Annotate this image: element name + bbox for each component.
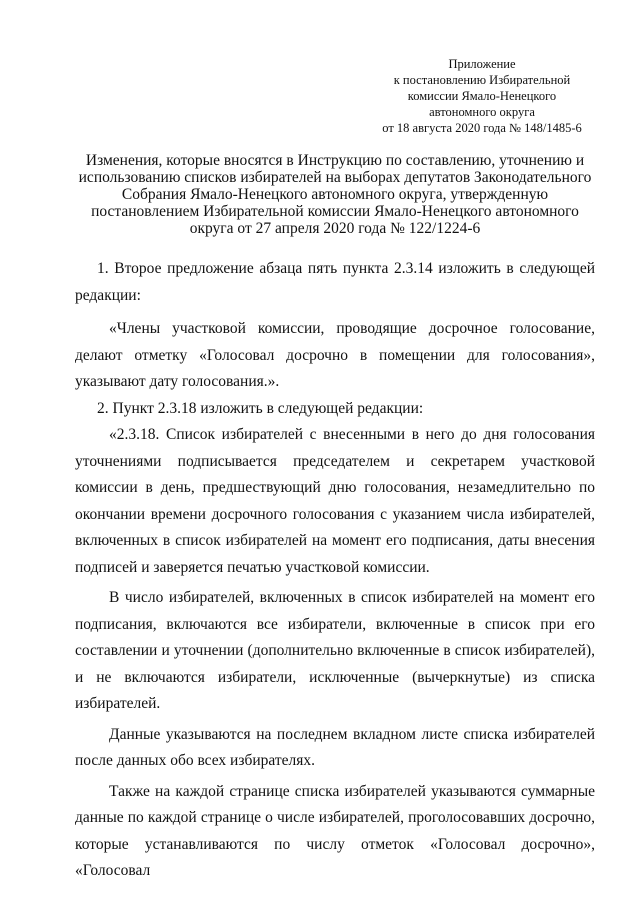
title-line: Изменения, которые вносятся в Инструкцию по составлению, уточнению и <box>85 152 585 169</box>
document-body <box>75 256 595 885</box>
quote-1: «Члены участковой комиссии, проводящие досрочное голосование, делают отметку «Голосовал досрочно в помещении для голосования», указывают дату голосования.». <box>75 320 595 390</box>
paragraph-data-location: Данные указываются на последнем вкладном листе списка избирателей после данных обо всех избирателях. <box>75 725 595 769</box>
item-2: 2. Пункт 2.3.18 изложить в следующей редакции: <box>97 399 424 417</box>
document-title <box>70 152 600 237</box>
appendix-line: от 18 августа 2020 года № 148/1485-6 <box>382 121 582 135</box>
paragraph-voters-count: В число избирателей, включенных в список избирателей на момент его подписания, включаются все избиратели, включенные в список при его составлении и уточнении (дополнительно включенные в список избирателей), и не включаются избиратели, исключенные (вычеркнутые) из списка избирателей. <box>75 589 595 712</box>
appendix-header <box>372 56 592 136</box>
title-line: Собрания Ямало-Ненецкого автономного округа, утвержденную <box>121 186 549 203</box>
title-line: использованию списков избирателей на выборах депутатов Законодательного <box>78 169 592 186</box>
title-line: округа от 27 апреля 2020 года № 122/1224-6 <box>189 220 481 237</box>
item-1: 1. Второе предложение абзаца пять пункта 2.3.14 изложить в следующей редакции: <box>75 260 595 304</box>
title-line: постановлением Избирательной комиссии Ямало-Ненецкого автономного <box>91 203 579 220</box>
appendix-line: автономного округа <box>429 105 535 119</box>
appendix-line: Приложение <box>448 57 516 71</box>
appendix-line: комиссии Ямало-Ненецкого <box>407 89 557 103</box>
paragraph-2-3-18: «2.3.18. Список избирателей с внесенными в него до дня голосования уточнениями подписывается председателем и секретарем участковой комиссии в день, предшествующий дню голосования, незамедлительно по окончании времени досрочного голосования с указанием числа избирателей, включенных в список избирателей на момент его подписания, даты внесения подписей и заверяется печатью участковой комиссии. <box>75 426 595 576</box>
paragraph-page-totals: Также на каждой странице списка избирателей указываются суммарные данные по каждой странице о числе избирателей, проголосовавших досрочно, которые устанавливаются по числу отметок «Голосовал досрочно», «Голосовал <box>75 782 595 879</box>
appendix-line: к постановлению Избирательной <box>393 73 571 87</box>
